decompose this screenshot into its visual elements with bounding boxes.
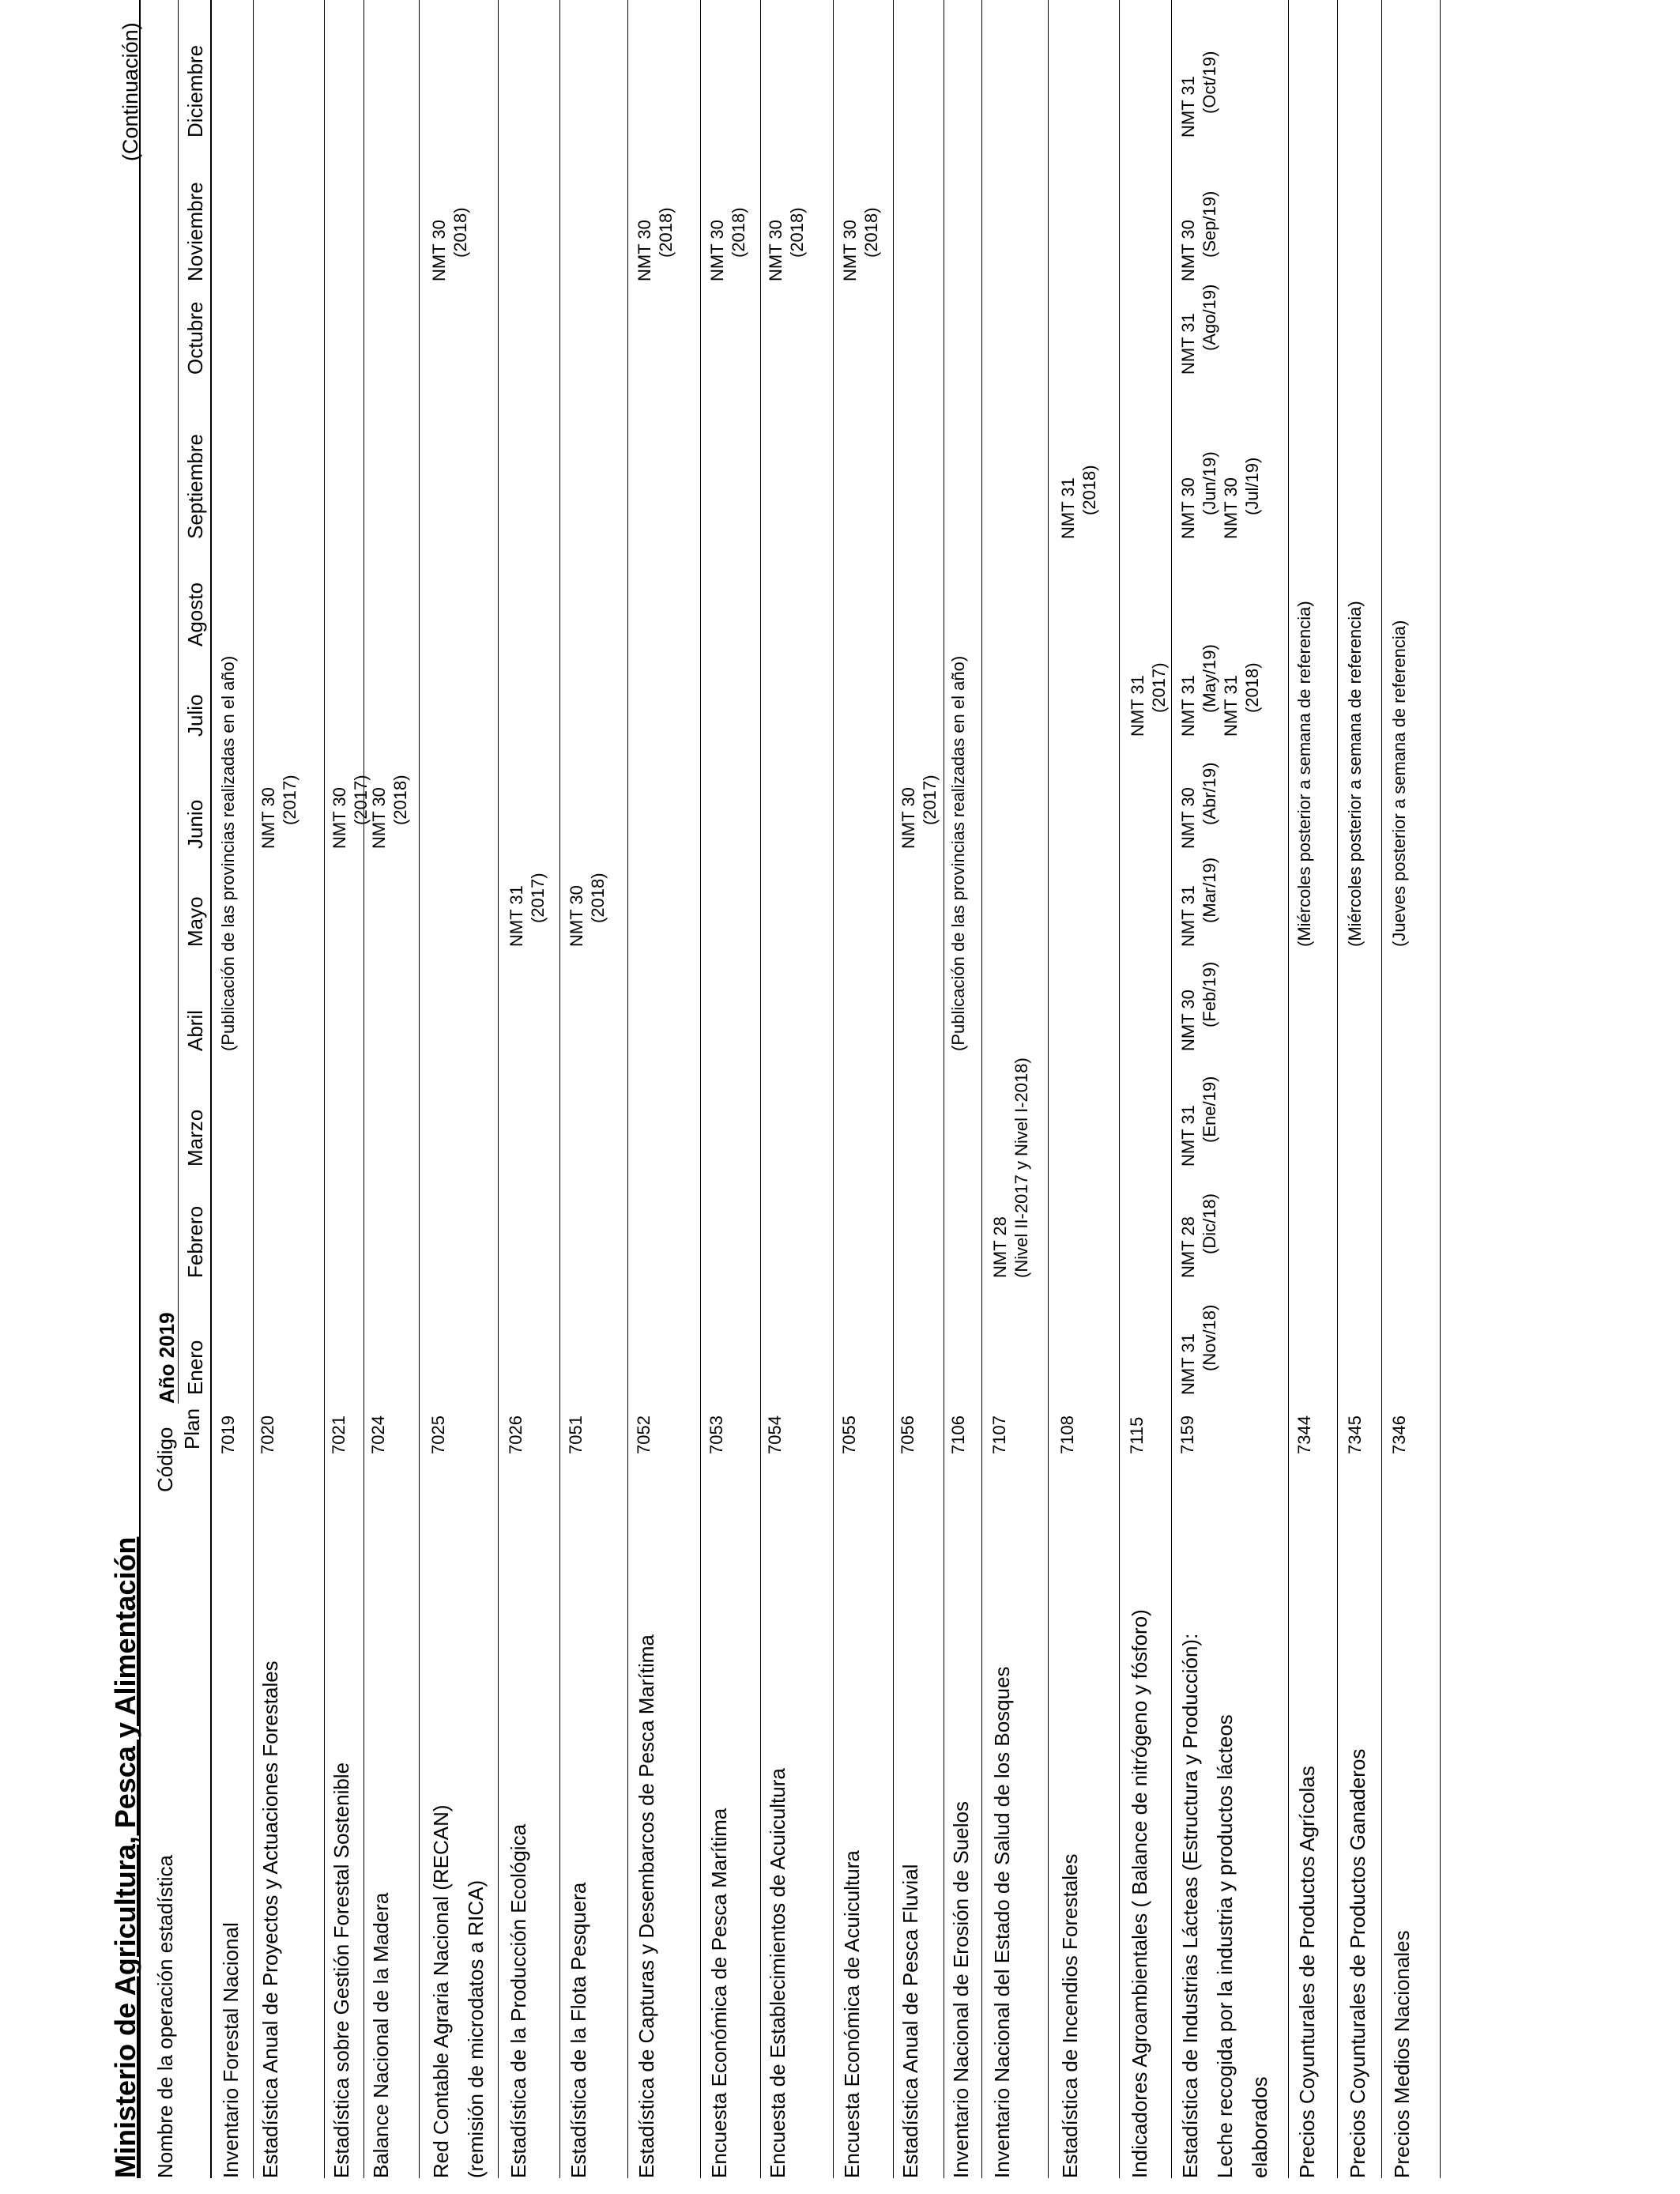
operation-name: Estadística de Incendios Forestales [1058, 1853, 1082, 2178]
header-rule [210, 0, 212, 2178]
operation-name: Estadística sobre Gestión Forestal Sostenible [330, 1762, 353, 2178]
plan-code: 7108 [1057, 1416, 1077, 1454]
publication-note: (Publicación de las provincias realizadas en el año) [218, 655, 238, 1051]
plan-code: 7051 [566, 1416, 586, 1454]
plan-code: 7345 [1345, 1416, 1365, 1454]
publication-note: (Miércoles posterior a semana de referencia) [1345, 601, 1365, 947]
year-rule [178, 0, 179, 1404]
column-header-code: Código [153, 1427, 177, 1492]
row-divider [559, 0, 560, 2178]
month-header-5: Junio [183, 799, 207, 849]
month-header-10: Noviembre [183, 182, 207, 281]
release-cell: NMT 30 (2017) [898, 775, 940, 849]
continuation-label: (Continuación) [119, 22, 142, 161]
operation-name: Precios Medios Nacionales [1390, 1930, 1414, 2178]
row-divider [833, 0, 834, 2178]
operation-name: Precios Coyunturales de Productos Agrícolas [1295, 1766, 1319, 2178]
month-header-4: Mayo [183, 896, 207, 947]
column-header-plan: Plan [180, 1408, 204, 1449]
release-cell: NMT 30 (Jun/19) NMT 30 (Jul/19) [1178, 451, 1262, 539]
release-cell: NMT 31 (2017) [507, 873, 548, 947]
row-divider [1440, 0, 1441, 2178]
plan-code: 7346 [1389, 1416, 1409, 1454]
plan-code: 7020 [258, 1416, 277, 1454]
plan-code: 7024 [368, 1416, 388, 1454]
release-cell: NMT 30 (2017) [330, 775, 371, 849]
title-rule [139, 0, 141, 2178]
release-cell: NMT 31 (Ene/19) [1178, 1076, 1219, 1167]
month-header-11: Diciembre [183, 44, 207, 138]
operation-name: Estadística de la Flota Pesquera [567, 1882, 590, 2178]
release-cell: NMT 30 (2018) [707, 207, 748, 281]
operation-name: Estadística de la Producción Ecológica [507, 1823, 530, 2178]
release-cell: NMT 30 (2018) [635, 207, 676, 281]
release-cell: NMT 28 (Dic/18) [1178, 1193, 1219, 1278]
plan-code: 7054 [765, 1416, 785, 1454]
operation-name: Balance Nacional de la Madera [369, 1892, 393, 2178]
release-cell: NMT 31 (Nov/18) [1178, 1304, 1219, 1395]
row-divider [419, 0, 420, 2178]
release-cell: NMT 30 (Sep/19) [1178, 190, 1219, 281]
row-divider [1288, 0, 1289, 2178]
operation-name: Inventario Forestal Nacional [219, 1922, 243, 2178]
plan-code: 7019 [218, 1416, 238, 1454]
operation-name: Estadística Anual de Pesca Fluvial [898, 1864, 922, 2178]
release-cell: NMT 31 (2018) [1058, 465, 1099, 539]
release-cell: NMT 31 (May/19) NMT 31 (2018) [1178, 644, 1262, 737]
operation-name: Red Contable Agraria Nacional (RECAN) (remisión de microdatos a RICA) [429, 1804, 488, 2178]
release-cell: NMT 30 (Feb/19) [1178, 961, 1219, 1051]
release-cell: NMT 30 (2018) [840, 207, 881, 281]
row-divider [1119, 0, 1120, 2178]
operation-name: Estadística Anual de Proyectos y Actuaciones Forestales [258, 1661, 282, 2178]
month-header-2: Marzo [183, 1109, 207, 1167]
release-cell: NMT 30 (2018) [766, 207, 807, 281]
row-divider [1171, 0, 1172, 2178]
plan-code: 7056 [898, 1416, 917, 1454]
column-header-year: Año 2019 [155, 1312, 179, 1404]
operation-name: Estadística de Industrias Lácteas (Estructura y Producción): Leche recogida por la industria y productos lácteos elaborados [1178, 1633, 1271, 2178]
row-divider [893, 0, 894, 2178]
operation-name: Estadística de Capturas y Desembarcos de Pesca Marítima [635, 1634, 658, 2178]
plan-code: 7107 [989, 1416, 1009, 1454]
publication-note: (Jueves posterior a semana de referencia) [1389, 620, 1409, 947]
publication-note: (Miércoles posterior a semana de referencia) [1294, 601, 1314, 947]
release-cell: NMT 30 (2018) [567, 873, 608, 947]
publication-note: (Publicación de las provincias realizadas en el año) [948, 655, 968, 1051]
operation-name: Inventario Nacional del Estado de Salud de los Bosques [990, 1666, 1014, 2178]
release-cell: NMT 31 (Oct/19) [1178, 51, 1219, 138]
release-cell: NMT 31 (Ago/19) [1178, 284, 1219, 375]
month-header-7: Agosto [183, 582, 207, 647]
row-divider [1048, 0, 1049, 2178]
operation-name: Encuesta de Establecimientos de Acuicultura [766, 1768, 789, 2178]
row-divider [627, 0, 628, 2178]
release-cell: NMT 31 (2017) [1128, 662, 1169, 737]
operation-name: Precios Coyunturales de Productos Ganaderos [1346, 1748, 1369, 2178]
plan-code: 7026 [506, 1416, 525, 1454]
plan-code: 7053 [706, 1416, 726, 1454]
row-divider [1381, 0, 1382, 2178]
row-divider [1337, 0, 1338, 2178]
month-header-0: Enero [183, 1340, 207, 1395]
plan-code: 7159 [1177, 1416, 1197, 1454]
release-cell: NMT 30 (2018) [429, 207, 470, 281]
release-cell: NMT 28 (Nivel II-2017 y Nivel I-2018) [990, 1057, 1031, 1278]
operation-name: Inventario Nacional de Erosión de Suelos [949, 1801, 973, 2178]
plan-code: 7115 [1127, 1416, 1147, 1454]
release-cell: NMT 30 (2017) [258, 775, 299, 849]
plan-code: 7106 [948, 1416, 968, 1454]
row-divider [700, 0, 701, 2178]
plan-code: 7344 [1294, 1416, 1314, 1454]
release-cell: NMT 30 (2018) [369, 775, 410, 849]
operation-name: Encuesta Económica de Pesca Marítima [707, 1808, 731, 2178]
month-header-6: Julio [183, 694, 207, 737]
month-header-8: Septiembre [183, 434, 207, 539]
row-divider [363, 0, 364, 2178]
month-header-9: Octubre [183, 301, 207, 375]
page-title: Ministerio de Agricultura, Pesca y Alimentación [109, 1536, 141, 2178]
month-header-1: Febrero [183, 1205, 207, 1278]
release-cell: NMT 30 (Abr/19) [1178, 762, 1219, 849]
plan-code: 7052 [634, 1416, 654, 1454]
row-divider [498, 0, 499, 2178]
column-header-name: Nombre de la operación estadística [153, 1854, 177, 2178]
operation-name: Indicadores Agroambientales ( Balance de nitrógeno y fósforo) [1128, 1609, 1151, 2178]
release-cell: NMT 31 (Mar/19) [1178, 857, 1219, 947]
plan-code: 7055 [839, 1416, 859, 1454]
row-divider [981, 0, 982, 2178]
plan-code: 7021 [329, 1416, 348, 1454]
plan-code: 7025 [428, 1416, 448, 1454]
operation-name: Encuesta Económica de Acuicultura [840, 1850, 864, 2178]
month-header-3: Abril [183, 1009, 207, 1051]
